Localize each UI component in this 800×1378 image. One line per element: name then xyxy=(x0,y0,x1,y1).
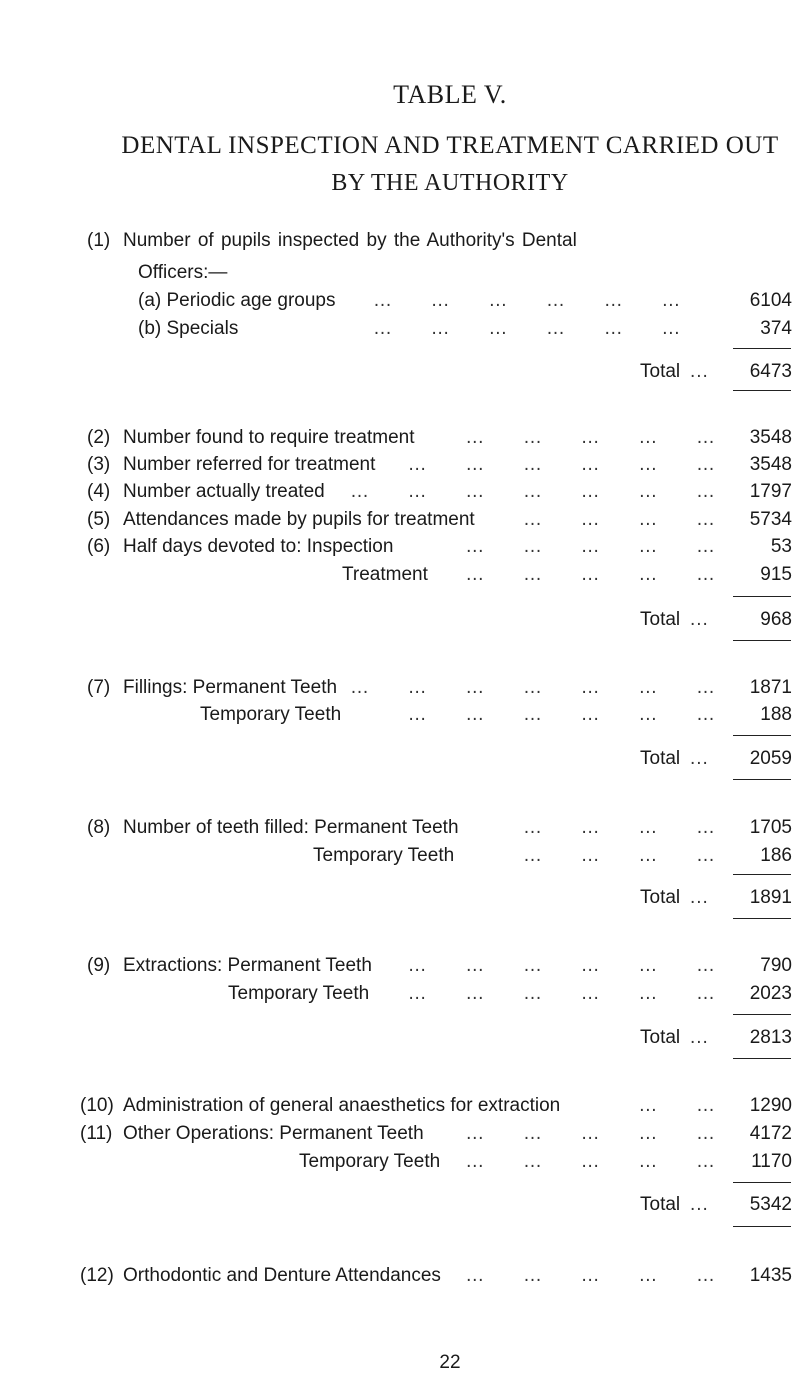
leader-dots: … … … … … … xyxy=(407,704,716,725)
row-value: 1705 xyxy=(749,817,792,838)
row-label: Number of pupils inspected by the Authority's Dental xyxy=(123,230,577,251)
row-value: 1871 xyxy=(749,677,792,698)
row-label: Number referred for treatment xyxy=(123,454,376,475)
row-6-inspection xyxy=(0,534,800,560)
row-number: (7) xyxy=(87,677,111,698)
row-value: 3548 xyxy=(749,454,792,475)
row-label: Treatment xyxy=(342,564,428,585)
row-value: 790 xyxy=(760,955,792,976)
sum-rule xyxy=(733,735,791,736)
row-value: 4172 xyxy=(749,1123,792,1144)
row-label: Administration of general anaesthetics for extraction xyxy=(123,1095,561,1116)
leader-dots: ... xyxy=(690,748,709,769)
row-label: Extractions: Permanent Teeth xyxy=(123,955,372,976)
sum-rule xyxy=(733,779,791,780)
row-label: Temporary Teeth xyxy=(299,1151,441,1172)
row-number: (12) xyxy=(80,1265,114,1286)
leader-dots: ... xyxy=(690,609,709,630)
row-1b xyxy=(0,316,800,342)
row-6-treatment xyxy=(0,562,800,588)
row-value: 1435 xyxy=(749,1265,792,1286)
leader-dots: … … … … … xyxy=(465,1151,716,1172)
row-7-total xyxy=(0,746,800,772)
row-number: (10) xyxy=(80,1095,114,1116)
row-label: Number of teeth filled: Permanent Teeth xyxy=(123,817,459,838)
total-label: Total xyxy=(640,748,681,769)
sum-rule xyxy=(733,640,791,641)
row-label: Number found to require treatment xyxy=(123,427,415,448)
row-11-permanent xyxy=(0,1121,800,1147)
row-label: Orthodontic and Denture Attendances xyxy=(123,1265,441,1286)
sum-rule xyxy=(733,348,791,349)
row-value: 186 xyxy=(760,845,792,866)
leader-dots: … … xyxy=(638,1095,716,1116)
row-label: Half days devoted to: Inspection xyxy=(123,536,394,557)
row-8-temporary xyxy=(0,843,800,869)
total-value: 2059 xyxy=(749,748,792,769)
row-value: 374 xyxy=(760,318,792,339)
total-value: 6473 xyxy=(749,361,792,382)
row-label: Attendances made by pupils for treatment xyxy=(123,509,475,530)
row-5 xyxy=(0,507,800,533)
row-value: 1170 xyxy=(751,1151,792,1172)
leader-dots: ... xyxy=(690,887,709,908)
leader-dots: … … … … … … xyxy=(373,318,682,339)
leader-dots: … … … … xyxy=(522,817,716,838)
row-value: 2023 xyxy=(749,983,792,1004)
leader-dots: … … … … … … xyxy=(407,955,716,976)
row-7-temporary xyxy=(0,702,800,728)
leader-dots: … … … … … xyxy=(465,1265,716,1286)
row-9-temporary xyxy=(0,981,800,1007)
total-label: Total xyxy=(640,361,681,382)
row-value: 6104 xyxy=(749,290,792,311)
row-number: (5) xyxy=(87,509,111,530)
row-3 xyxy=(0,452,800,478)
row-sublabel: Officers:— xyxy=(138,262,228,283)
page-number: 22 xyxy=(439,1352,461,1373)
row-value: 915 xyxy=(760,564,792,585)
sum-rule xyxy=(733,596,791,597)
leader-dots: … … … … … … xyxy=(407,454,716,475)
table-title-line1: DENTAL INSPECTION AND TREATMENT CARRIED OUT xyxy=(121,132,779,159)
leader-dots: ... xyxy=(690,1194,709,1215)
total-label: Total xyxy=(640,609,681,630)
row-1a xyxy=(0,288,800,314)
sum-rule xyxy=(733,1014,791,1015)
row-label: Fillings: Permanent Teeth xyxy=(123,677,338,698)
leader-dots: … … … … … xyxy=(465,536,716,557)
row-number: (4) xyxy=(87,481,111,502)
row-4 xyxy=(0,479,800,505)
row-label: Temporary Teeth xyxy=(200,704,342,725)
row-number: (9) xyxy=(87,955,111,976)
leader-dots: ... xyxy=(690,361,709,382)
row-9-permanent xyxy=(0,953,800,979)
row-1-total xyxy=(0,359,800,385)
leader-dots: … … … … … xyxy=(465,564,716,585)
total-value: 2813 xyxy=(749,1027,792,1048)
leader-dots: … … … … … … … xyxy=(349,677,716,698)
total-label: Total xyxy=(640,1027,681,1048)
row-number: (8) xyxy=(87,817,111,838)
row-7-permanent xyxy=(0,675,800,701)
row-number: (1) xyxy=(87,230,111,251)
row-number: (3) xyxy=(87,454,111,475)
row-number: (2) xyxy=(87,427,111,448)
sum-rule xyxy=(733,1226,791,1227)
row-label: (b) Specials xyxy=(138,318,239,339)
row-label: Other Operations: Permanent Teeth xyxy=(123,1123,424,1144)
sum-rule xyxy=(733,1058,791,1059)
row-value: 1290 xyxy=(749,1095,792,1116)
row-12 xyxy=(0,1263,800,1289)
row-6-total xyxy=(0,607,800,633)
row-8-total xyxy=(0,885,800,911)
row-11-total xyxy=(0,1192,800,1218)
row-value: 1797 xyxy=(749,481,792,502)
row-8-permanent xyxy=(0,815,800,841)
leader-dots: … … … … … … … xyxy=(349,481,716,502)
row-value: 188 xyxy=(760,704,792,725)
row-11-temporary xyxy=(0,1149,800,1175)
row-label: Temporary Teeth xyxy=(313,845,455,866)
total-value: 1891 xyxy=(749,887,792,908)
table-title-line2: BY THE AUTHORITY xyxy=(331,170,569,196)
leader-dots: ... xyxy=(690,1027,709,1048)
row-value: 3548 xyxy=(749,427,792,448)
total-label: Total xyxy=(640,1194,681,1215)
row-10 xyxy=(0,1093,800,1119)
leader-dots: … … … … xyxy=(522,509,716,530)
total-value: 5342 xyxy=(749,1194,792,1215)
row-number: (11) xyxy=(80,1123,113,1144)
row-label: Temporary Teeth xyxy=(228,983,370,1004)
total-label: Total xyxy=(640,887,681,908)
row-9-total xyxy=(0,1025,800,1051)
leader-dots: … … … … xyxy=(522,845,716,866)
row-label: Number actually treated xyxy=(123,481,325,502)
row-1-heading xyxy=(0,228,800,254)
row-1-subheading xyxy=(0,260,800,286)
row-value: 5734 xyxy=(749,509,792,530)
sum-rule xyxy=(733,390,791,391)
row-2 xyxy=(0,425,800,451)
sum-rule xyxy=(733,1182,791,1183)
row-value: 53 xyxy=(770,536,792,557)
row-number: (6) xyxy=(87,536,111,557)
sum-rule xyxy=(733,874,791,875)
leader-dots: … … … … … … xyxy=(373,290,682,311)
leader-dots: … … … … … … xyxy=(407,983,716,1004)
leader-dots: … … … … … xyxy=(465,1123,716,1144)
table-label: TABLE V. xyxy=(393,80,507,109)
row-label: (a) Periodic age groups xyxy=(138,290,336,311)
sum-rule xyxy=(733,918,791,919)
leader-dots: … … … … … xyxy=(465,427,716,448)
total-value: 968 xyxy=(760,609,792,630)
